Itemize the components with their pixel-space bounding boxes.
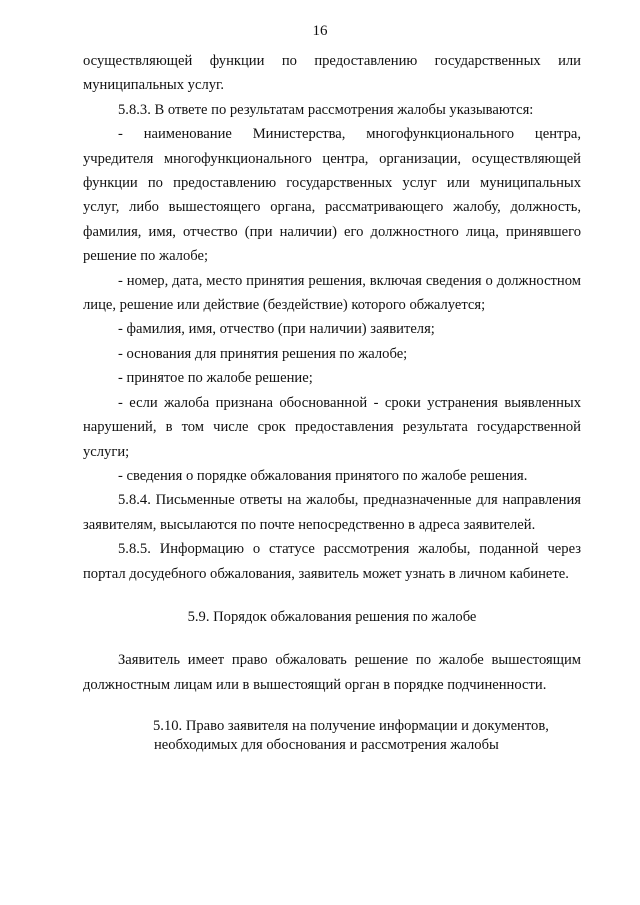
list-item-decision-grounds: - основания для принятия решения по жалобе;	[118, 345, 408, 362]
document-body	[83, 49, 581, 755]
paragraph-5-8-4: 5.8.4. Письменные ответы на жалобы, предназначенные для направления заявителям, высылаются по почте непосредственно в адреса заявителей.	[83, 492, 581, 533]
section-heading-5-9: 5.9. Порядок обжалования решения по жалобе	[187, 608, 477, 625]
paragraph-5-9: Заявитель имеет право обжаловать решение по жалобе вышестоящим должностным лицам или в вышестоящий орган в порядке подчиненности.	[83, 652, 581, 693]
section-heading-5-10-line1: 5.10. Право заявителя на получение информации и документов,	[153, 718, 549, 735]
paragraph-5-8-3: 5.8.3. В ответе по результатам рассмотрения жалобы указываются:	[118, 101, 534, 118]
list-item-violation-terms: - если жалоба признана обоснованной - сроки устранения выявленных нарушений, в том числе срок предоставления результата государственной услуги;	[83, 394, 581, 460]
list-item-appeal-procedure: - сведения о порядке обжалования принятого по жалобе решения.	[118, 467, 528, 484]
paragraph-5-8-5: 5.8.5. Информацию о статусе рассмотрения жалобы, поданной через портал досудебного обжалования, заявитель может узнать в личном кабинете.	[83, 541, 581, 582]
paragraph-continuation: осуществляющей функции по предоставлению государственных или муниципальных услуг.	[83, 53, 581, 94]
list-item-decision: - принятое по жалобе решение;	[118, 370, 313, 387]
section-heading-5-10	[83, 717, 581, 755]
list-item-applicant-name: - фамилия, имя, отчество (при наличии) заявителя;	[118, 321, 435, 338]
list-item-ministry-name: - наименование Министерства, многофункционального центра, учредителя многофункционального центра, организации, осуществляющей функции по предоставлению государственных услуг или муниципальных услуг, либо вышестоящего органа, рассматривающего жалобу, должность, фамилия, имя, отчество (при наличии) его должностного лица, принявшего решение по жалобе;	[83, 126, 581, 265]
section-heading-5-10-line2: необходимых для обоснования и рассмотрения жалобы	[154, 737, 499, 754]
page-number: 16	[312, 23, 328, 39]
list-item-decision-number: - номер, дата, место принятия решения, включая сведения о должностном лице, решение или действие (бездействие) которого обжалуется;	[83, 272, 581, 314]
